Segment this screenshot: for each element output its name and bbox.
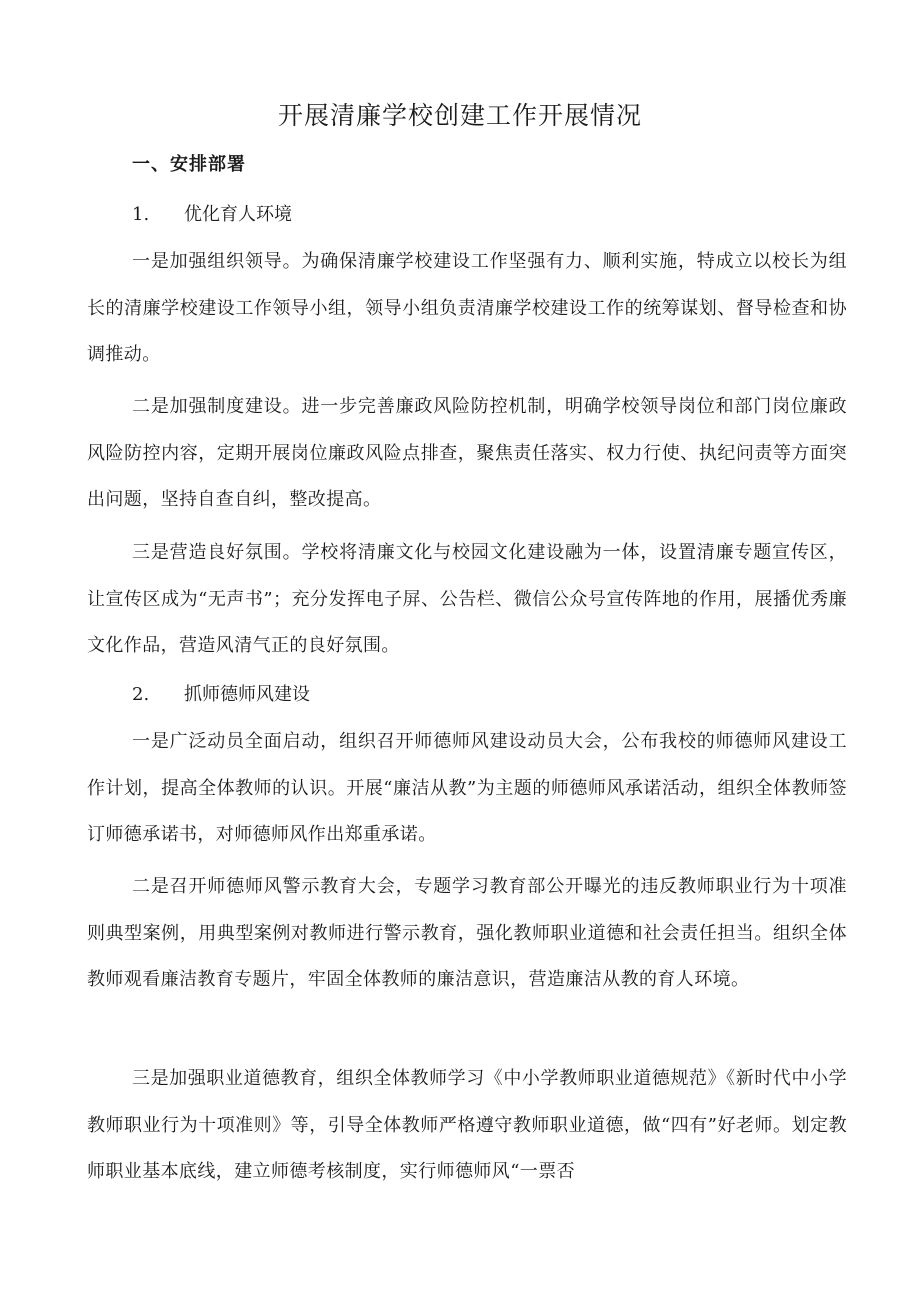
subheading-2	[132, 677, 310, 713]
paragraph: 二是加强制度建设。进一步完善廉政风险防控机制，明确学校领导岗位和部门岗位廉政风险防控内容，定期开展岗位廉政风险点排查，聚焦责任落实、权力行使、执纪问责等方面突出问题，坚持自查自纠，整改提高。	[87, 396, 847, 510]
paragraph: 三是营造良好氛围。学校将清廉文化与校园文化建设融为一体，设置清廉专题宣传区，让宣传区成为“无声书”；充分发挥电子屏、公告栏、微信公众号宣传阵地的作用，展播优秀廉文化作品，营造风清气正的良好氛围。	[87, 542, 847, 656]
subheading-number: 2.	[132, 684, 150, 705]
subheading-label: 抓师德师风建设	[184, 684, 310, 705]
section-heading: 一、安排部署	[132, 154, 246, 175]
paragraph: 一是加强组织领导。为确保清廉学校建设工作坚强有力、顺利实施，特成立以校长为组长的清廉学校建设工作领导小组，领导小组负责清廉学校建设工作的统筹谋划、督导检查和协调推动。	[87, 251, 847, 365]
paragraph: 一是广泛动员全面启动，组织召开师德师风建设动员大会，公布我校的师德师风建设工作计划，提高全体教师的认识。开展“廉洁从教”为主题的师德师风承诺活动，组织全体教师签订师德承诺书，对师德师风作出郑重承诺。	[87, 731, 847, 845]
document-title: 开展清廉学校创建工作开展情况	[277, 101, 642, 130]
subheading-label: 优化育人环境	[184, 204, 292, 225]
subheading-1	[132, 197, 292, 233]
subheading-number: 1.	[132, 204, 150, 225]
paragraph: 二是召开师德师风警示教育大会，专题学习教育部公开曝光的违反教师职业行为十项准则典型案例，用典型案例对教师进行警示教育，强化教师职业道德和社会责任担当。组织全体教师观看廉洁教育专题片，牢固全体教师的廉洁意识，营造廉洁从教的育人环境。	[87, 876, 847, 990]
paragraph: 三是加强职业道德教育，组织全体教师学习《中小学教师职业道德规范》《新时代中小学教师职业行为十项准则》等，引导全体教师严格遵守教师职业道德，做“四有”好老师。划定教师职业基本底线，建立师德考核制度，实行师德师风“一票否	[87, 1068, 847, 1182]
